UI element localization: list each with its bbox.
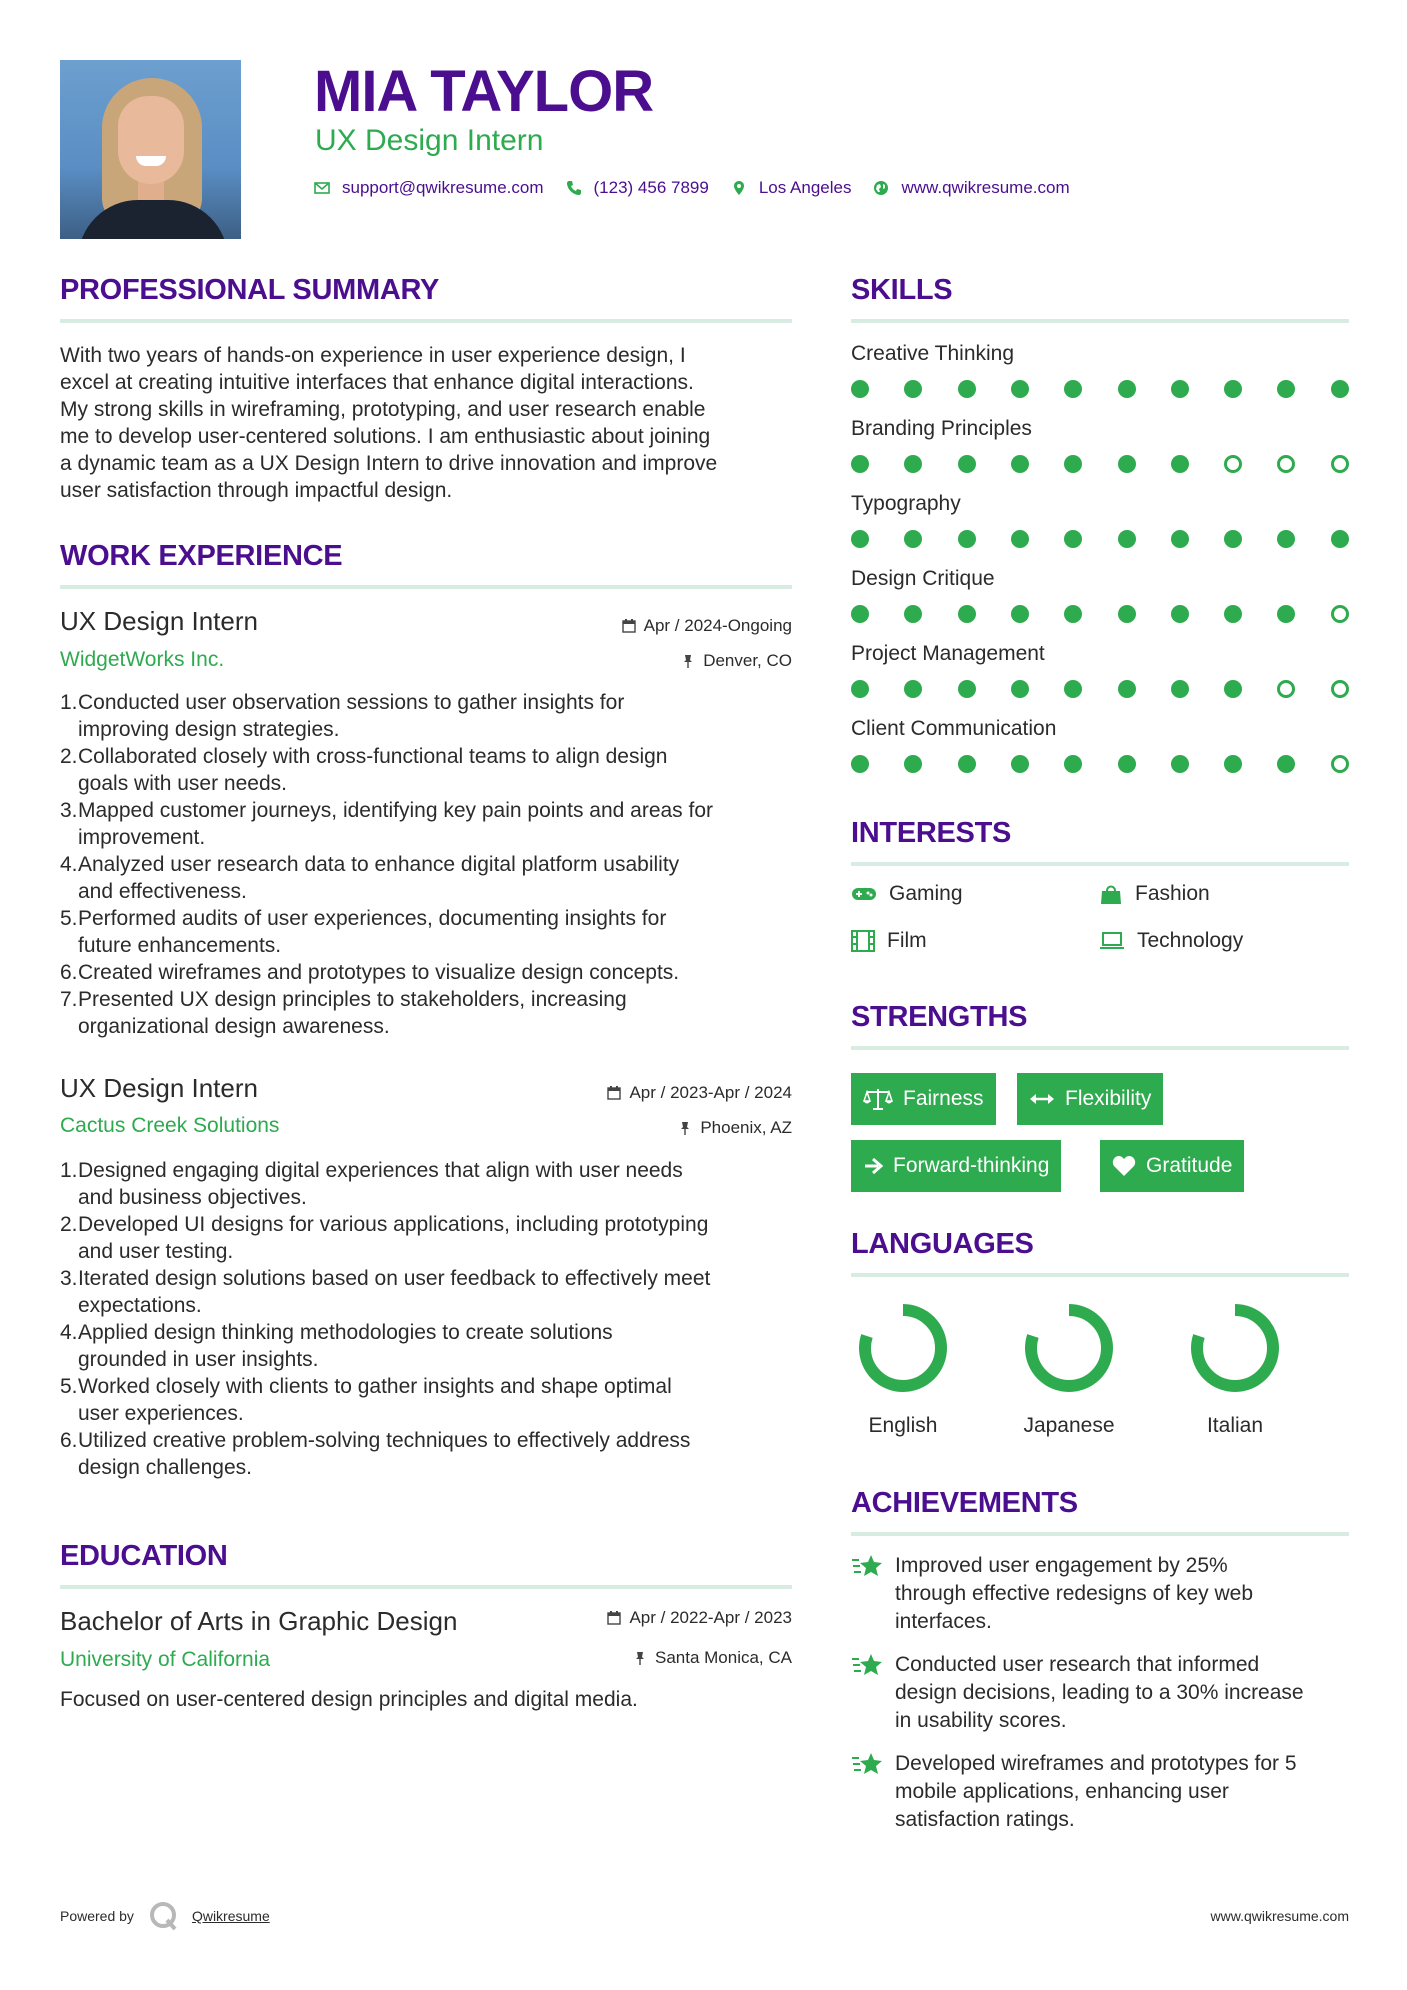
list-item: [60, 1265, 800, 1319]
summary-line: excel at creating intuitive interfaces that enhance digital interactions.: [60, 371, 694, 394]
rating-dot-filled: [1064, 455, 1082, 473]
job-location: [492, 1118, 792, 1138]
rating-dot-filled: [1011, 755, 1029, 773]
rating-dot-filled: [1224, 680, 1242, 698]
rating-dot-filled: [1118, 755, 1136, 773]
rating-dot-filled: [1171, 455, 1189, 473]
job-title: UX Design Intern: [60, 606, 258, 636]
achievement-line: mobile applications, enhancing user: [895, 1780, 1229, 1803]
list-line: improvement.: [78, 826, 206, 849]
job-title: UX Design Intern: [60, 1073, 258, 1103]
list-line: Analyzed user research data to enhance digital platform usability: [78, 853, 680, 876]
rating-dot-empty: [1277, 455, 1295, 473]
language-level-ring: [1023, 1302, 1115, 1394]
job-date-text: Apr / 2024-Ongoing: [643, 616, 792, 635]
list-line: Presented UX design principles to stakeholders, increasing: [78, 988, 627, 1011]
calendar-icon: [622, 619, 636, 633]
list-number: 3.: [60, 799, 78, 822]
interest-label: Gaming: [889, 882, 963, 905]
rating-dot-filled: [851, 380, 869, 398]
rating-dot-filled: [1277, 605, 1295, 623]
rating-dot-filled: [904, 380, 922, 398]
list-item: [60, 1319, 800, 1373]
list-item: [60, 1211, 800, 1265]
skill-name: Branding Principles: [851, 417, 1032, 440]
calendar-icon: [607, 1086, 621, 1100]
rating-dot-empty: [1224, 455, 1242, 473]
profile-photo: [60, 60, 241, 239]
list-number: 6.: [60, 1429, 78, 1452]
list-line: Collaborated closely with cross-functional teams to align design: [78, 745, 668, 768]
balance-scale-icon: [863, 1087, 893, 1111]
rating-dot-filled: [1171, 755, 1189, 773]
rating-dot-filled: [958, 605, 976, 623]
job-duties-list: [60, 1157, 800, 1481]
rating-dot-filled: [1171, 530, 1189, 548]
rating-dot-filled: [1011, 380, 1029, 398]
contact-website[interactable]: www.qwikresume.com: [901, 178, 1070, 197]
language-level-arc: [865, 1310, 941, 1386]
job-date: [492, 616, 792, 636]
list-line: Utilized creative problem-solving techniques to effectively address: [78, 1429, 691, 1452]
phone-icon: [566, 180, 582, 196]
rating-dot-filled: [958, 455, 976, 473]
contact-bar: [314, 178, 1092, 198]
interest-item-gaming: [851, 882, 963, 906]
language-level-ring: [1189, 1302, 1281, 1394]
contact-location: Los Angeles: [758, 178, 852, 197]
job-location: [492, 651, 792, 671]
skill-rating: [851, 680, 1349, 698]
rating-dot-filled: [1331, 380, 1349, 398]
gamepad-icon: [851, 885, 877, 903]
rating-dot-filled: [1118, 380, 1136, 398]
pushpin-icon: [633, 1651, 647, 1665]
rating-dot-empty: [1331, 605, 1349, 623]
school-name: University of California: [60, 1648, 271, 1671]
strength-tag-gratitude: [1100, 1140, 1244, 1192]
strength-tag-flexibility: [1017, 1073, 1163, 1125]
achievement-item: [851, 1552, 1351, 1636]
list-line: Conducted user observation sessions to gather insights for: [78, 691, 625, 714]
education-date-text: Apr / 2022-Apr / 2023: [629, 1608, 792, 1627]
list-line: Performed audits of user experiences, documenting insights for: [78, 907, 667, 930]
rating-dot-filled: [1118, 455, 1136, 473]
summary-line: me to develop user-centered solutions. I am enthusiastic about joining: [60, 425, 711, 448]
rating-dot-filled: [851, 680, 869, 698]
list-item: [60, 797, 800, 851]
rating-dot-filled: [1277, 530, 1295, 548]
list-item: [60, 1427, 800, 1481]
achievement-line: in usability scores.: [895, 1709, 1067, 1732]
skill-name: Client Communication: [851, 717, 1057, 740]
rating-dot-empty: [1331, 680, 1349, 698]
strength-label: Fairness: [903, 1087, 984, 1110]
achievement-line: interfaces.: [895, 1610, 992, 1633]
rating-dot-filled: [904, 680, 922, 698]
section-divider: [851, 862, 1349, 866]
rating-dot-filled: [904, 455, 922, 473]
list-number: 6.: [60, 961, 78, 984]
list-item: [60, 1373, 800, 1427]
list-line: Applied design thinking methodologies to create solutions: [78, 1321, 613, 1344]
list-number: 7.: [60, 988, 78, 1011]
list-item: [60, 851, 800, 905]
list-line: Iterated design solutions based on user feedback to effectively meet: [78, 1267, 711, 1290]
section-title-summary: PROFESSIONAL SUMMARY: [60, 274, 440, 306]
rating-dot-filled: [958, 680, 976, 698]
rating-dot-filled: [1224, 380, 1242, 398]
pushpin-icon: [681, 654, 695, 668]
contact-phone[interactable]: (123) 456 7899: [593, 178, 709, 197]
envelope-icon: [314, 180, 330, 196]
interest-item-fashion: [1099, 882, 1210, 906]
education-date: [492, 1608, 792, 1628]
language-level-arc: [1197, 1310, 1273, 1386]
language-level-arc: [1031, 1310, 1107, 1386]
job-date-text: Apr / 2023-Apr / 2024: [629, 1083, 792, 1102]
rating-dot-filled: [904, 755, 922, 773]
list-line: and business objectives.: [78, 1186, 307, 1209]
list-number: 5.: [60, 907, 78, 930]
list-line: improving design strategies.: [78, 718, 340, 741]
list-number: 4.: [60, 1321, 78, 1344]
rating-dot-filled: [1118, 530, 1136, 548]
education-location: [492, 1648, 792, 1668]
arrows-horizontal-icon: [1029, 1092, 1055, 1106]
rating-dot-filled: [904, 605, 922, 623]
star-award-icon: [851, 1552, 885, 1580]
list-line: and effectiveness.: [78, 880, 247, 903]
list-line: Developed UI designs for various applications, including prototyping: [78, 1213, 709, 1236]
skill-rating: [851, 455, 1349, 473]
calendar-icon: [607, 1611, 621, 1625]
map-pin-icon: [731, 180, 747, 196]
footer-branding: [60, 1900, 270, 1932]
rating-dot-filled: [1118, 605, 1136, 623]
language-name: Italian: [1206, 1414, 1264, 1437]
achievement-line: design decisions, leading to a 30% increase: [895, 1681, 1304, 1704]
rating-dot-filled: [1224, 755, 1242, 773]
rating-dot-filled: [904, 530, 922, 548]
achievement-item: [851, 1750, 1351, 1834]
skill-name: Design Critique: [851, 567, 995, 590]
section-title-languages: LANGUAGES: [851, 1228, 1034, 1260]
language-name: Japanese: [1023, 1414, 1115, 1437]
laptop-icon: [1099, 931, 1125, 951]
job-duties-list: [60, 689, 800, 1040]
achievement-line: through effective redesigns of key web: [895, 1582, 1253, 1605]
rating-dot-filled: [1011, 680, 1029, 698]
interest-label: Fashion: [1135, 882, 1210, 905]
rating-dot-filled: [958, 380, 976, 398]
strength-tag-forward-thinking: [851, 1140, 1061, 1192]
rating-dot-filled: [1224, 530, 1242, 548]
skill-name: Project Management: [851, 642, 1045, 665]
skill-rating: [851, 605, 1349, 623]
film-icon: [851, 930, 875, 952]
summary-line: My strong skills in wireframing, prototyping, and user research enable: [60, 398, 706, 421]
achievement-item: [851, 1651, 1351, 1735]
skill-rating: [851, 530, 1349, 548]
rating-dot-filled: [1064, 680, 1082, 698]
list-item: [60, 689, 800, 743]
list-item: [60, 1157, 800, 1211]
contact-email[interactable]: support@qwikresume.com: [342, 178, 544, 197]
rating-dot-filled: [851, 455, 869, 473]
strength-label: Forward-thinking: [893, 1154, 1050, 1177]
star-award-icon: [851, 1750, 885, 1778]
list-line: future enhancements.: [78, 934, 282, 957]
rating-dot-filled: [1331, 530, 1349, 548]
section-divider: [851, 1532, 1349, 1536]
list-line: Mapped customer journeys, identifying key pain points and areas for: [78, 799, 714, 822]
summary-line: With two years of hands-on experience in user experience design, I: [60, 344, 686, 367]
rating-dot-filled: [851, 530, 869, 548]
rating-dot-filled: [1171, 680, 1189, 698]
qwikresume-logo-icon: [148, 1900, 180, 1932]
interest-item-technology: [1099, 929, 1243, 953]
list-item: [60, 905, 800, 959]
rating-dot-empty: [1331, 755, 1349, 773]
section-divider: [851, 1273, 1349, 1277]
rating-dot-filled: [1277, 755, 1295, 773]
achievement-line: satisfaction ratings.: [895, 1808, 1075, 1831]
rating-dot-filled: [1064, 530, 1082, 548]
rating-dot-empty: [1331, 455, 1349, 473]
rating-dot-filled: [1171, 380, 1189, 398]
candidate-role: UX Design Intern: [315, 124, 544, 157]
pushpin-icon: [678, 1121, 692, 1135]
achievement-line: Conducted user research that informed: [895, 1653, 1260, 1676]
list-line: Designed engaging digital experiences that align with user needs: [78, 1159, 683, 1182]
strength-label: Flexibility: [1065, 1087, 1152, 1110]
job-date: [492, 1083, 792, 1103]
footer-url[interactable]: www.qwikresume.com: [1210, 1908, 1349, 1924]
rating-dot-filled: [851, 605, 869, 623]
shopping-bag-icon: [1099, 883, 1123, 905]
list-line: goals with user needs.: [78, 772, 287, 795]
list-line: and user testing.: [78, 1240, 234, 1263]
skill-name: Typography: [851, 492, 961, 515]
interest-label: Technology: [1137, 929, 1244, 952]
list-item: [60, 959, 800, 986]
list-item: [60, 743, 800, 797]
list-item: [60, 986, 800, 1040]
section-divider: [60, 585, 792, 589]
list-number: 2.: [60, 1213, 78, 1236]
rating-dot-filled: [1011, 605, 1029, 623]
rating-dot-filled: [1064, 605, 1082, 623]
section-divider: [60, 319, 792, 323]
summary-line: a dynamic team as a UX Design Intern to drive innovation and improve: [60, 452, 718, 475]
rating-dot-filled: [958, 530, 976, 548]
list-line: design challenges.: [78, 1456, 252, 1479]
section-title-education: EDUCATION: [60, 1540, 228, 1572]
rating-dot-filled: [1064, 380, 1082, 398]
language-name: English: [868, 1414, 938, 1437]
interest-label: Film: [887, 929, 927, 952]
list-line: Worked closely with clients to gather insights and shape optimal: [78, 1375, 672, 1398]
rating-dot-filled: [1064, 755, 1082, 773]
globe-icon: [873, 180, 889, 196]
summary-text: [60, 342, 800, 504]
education-description: Focused on user-centered design principles and digital media.: [60, 1688, 638, 1711]
skill-name: Creative Thinking: [851, 342, 1015, 365]
list-line: grounded in user insights.: [78, 1348, 319, 1371]
job-company: Cactus Creek Solutions: [60, 1114, 280, 1137]
arrow-right-icon: [863, 1156, 883, 1176]
list-line: organizational design awareness.: [78, 1015, 390, 1038]
skill-rating: [851, 755, 1349, 773]
heart-icon: [1112, 1155, 1136, 1177]
rating-dot-filled: [1171, 605, 1189, 623]
list-number: 3.: [60, 1267, 78, 1290]
candidate-name: MIA TAYLOR: [314, 59, 654, 124]
star-award-icon: [851, 1651, 885, 1679]
section-divider: [851, 319, 1349, 323]
rating-dot-filled: [851, 755, 869, 773]
list-number: 1.: [60, 1159, 78, 1182]
degree-title: Bachelor of Arts in Graphic Design: [60, 1606, 458, 1636]
list-line: expectations.: [78, 1294, 202, 1317]
section-title-skills: SKILLS: [851, 274, 953, 306]
list-number: 4.: [60, 853, 78, 876]
job-location-text: Denver, CO: [703, 651, 792, 670]
language-level-ring: [857, 1302, 949, 1394]
summary-line: user satisfaction through impactful design.: [60, 479, 453, 502]
section-divider: [60, 1585, 792, 1589]
powered-by-text: Powered by: [60, 1908, 134, 1924]
job-company: WidgetWorks Inc.: [60, 648, 225, 671]
section-title-interests: INTERESTS: [851, 817, 1012, 849]
brand-link[interactable]: Qwikresume: [191, 1908, 270, 1924]
strength-label: Gratitude: [1146, 1154, 1233, 1177]
rating-dot-filled: [1011, 530, 1029, 548]
job-location-text: Phoenix, AZ: [700, 1118, 792, 1137]
education-location-text: Santa Monica, CA: [654, 1648, 792, 1667]
rating-dot-filled: [1224, 605, 1242, 623]
interest-item-film: [851, 929, 927, 953]
list-line: user experiences.: [78, 1402, 244, 1425]
section-divider: [851, 1046, 1349, 1050]
list-number: 5.: [60, 1375, 78, 1398]
rating-dot-empty: [1277, 680, 1295, 698]
section-title-achievements: ACHIEVEMENTS: [851, 1487, 1078, 1519]
rating-dot-filled: [1118, 680, 1136, 698]
rating-dot-filled: [1277, 380, 1295, 398]
achievement-line: Improved user engagement by 25%: [895, 1554, 1228, 1577]
skill-rating: [851, 380, 1349, 398]
rating-dot-filled: [958, 755, 976, 773]
list-number: 2.: [60, 745, 78, 768]
section-title-work: WORK EXPERIENCE: [60, 540, 343, 572]
strength-tag-fairness: [851, 1073, 996, 1125]
list-line: Created wireframes and prototypes to visualize design concepts.: [78, 961, 680, 984]
list-number: 1.: [60, 691, 78, 714]
rating-dot-filled: [1011, 455, 1029, 473]
section-title-strengths: STRENGTHS: [851, 1001, 1028, 1033]
achievement-line: Developed wireframes and prototypes for 5: [895, 1752, 1297, 1775]
